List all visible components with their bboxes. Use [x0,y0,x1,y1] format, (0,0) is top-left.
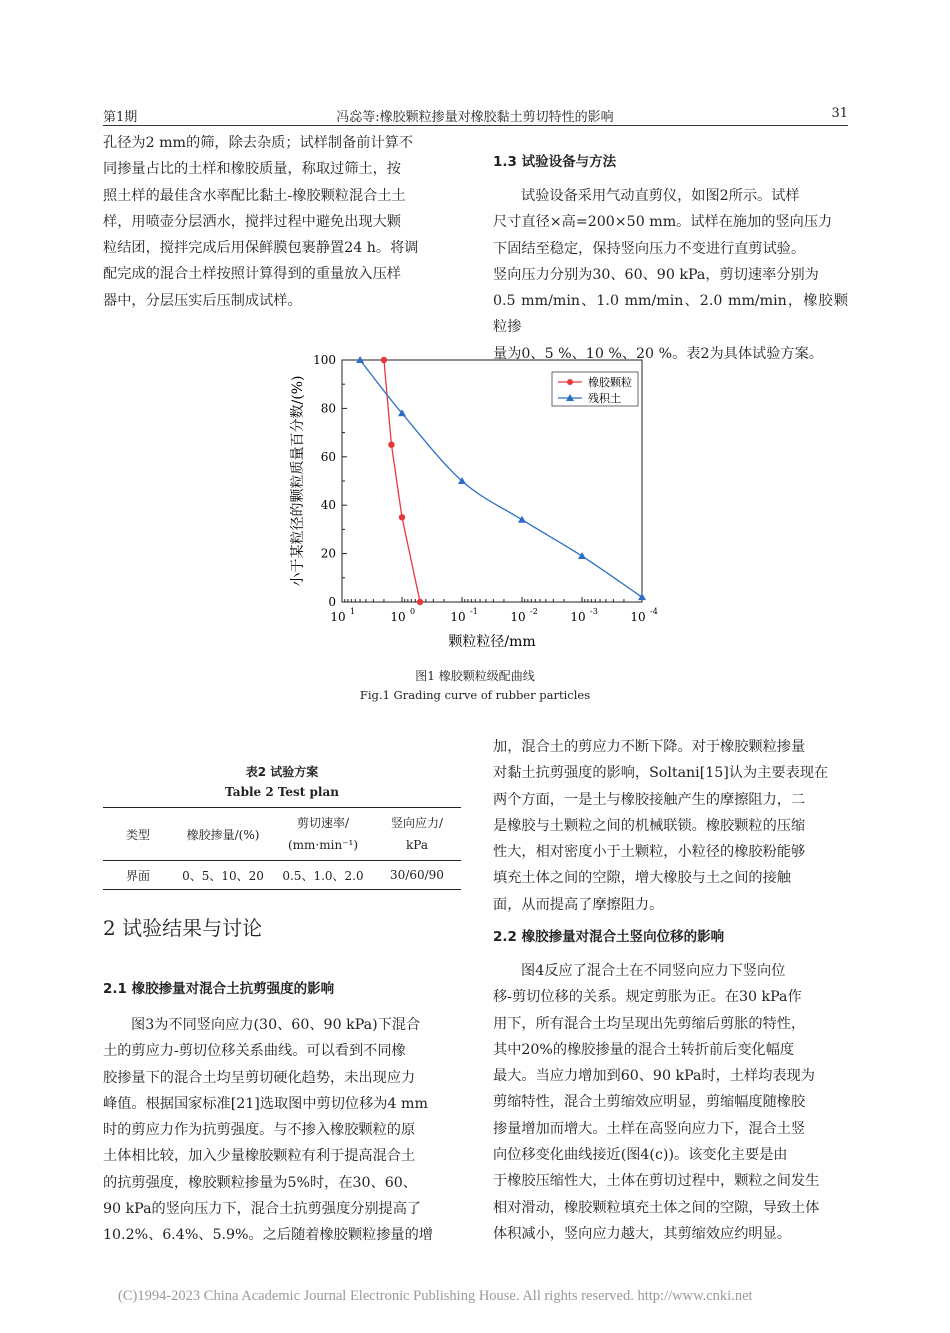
line: 10.2%、6.4%、5.9%。之后随着橡胶颗粒掺量的增 [103,1227,433,1244]
x-axis-label: 颗粒粒径/mm [448,634,536,650]
line: 器中，分层压实后压制成试样。 [103,292,302,309]
figure-1-caption-cn: 图1 橡胶颗粒级配曲线 [415,669,535,683]
line: 胶掺量下的混合土均呈剪切硬化趋势，未出现应力 [103,1069,416,1086]
test-plan-table [103,807,461,890]
line: 下固结至稳定，保持竖向压力不变进行直剪试验。 [493,240,806,257]
cell-vertical-stress: 30/60/90 [390,868,444,882]
header-rubber-content: 橡胶掺量/(%) [186,827,260,842]
y-tick-label: 60 [320,449,336,464]
line: 0.5 mm/min、1.0 mm/min、2.0 mm/min，橡胶颗粒掺 [493,293,848,336]
line: 其中20%的橡胶掺量的混合土转折前后变化幅度 [493,1041,795,1058]
x-tick-label: 10 [450,610,466,624]
line: 剪缩特性，混合土剪缩效应明显，剪缩幅度随橡胶 [493,1094,806,1111]
line: 掺量增加而增大。土样在高竖向应力下，混合土竖 [493,1120,806,1137]
line: 体积减小，竖向应力越大，其剪缩效应约明显。 [493,1225,791,1242]
line: 照土样的最佳含水率配比黏土-橡胶颗粒混合土土 [103,187,406,204]
line: 性大，相对密度小于土颗粒，小粒径的橡胶粉能够 [493,844,806,861]
legend-label: 残积土 [588,392,621,405]
line: 填充土体之间的空隙，增大橡胶与土之间的接触 [493,870,791,887]
section-heading-1-3: 1.3 试验设备与方法 [493,154,617,170]
line: 峰值。根据国家标准[21]选取图中剪切位移为4 mm [103,1095,428,1112]
y-tick-label: 0 [328,595,336,609]
data-point-rubber [381,357,387,363]
line: 用下，所有混合土均呈现出先剪缩后剪胀的特性， [493,1015,806,1032]
x-tick-exponent: 0 [410,607,416,616]
x-tick-exponent: -4 [650,607,658,616]
line: 移-剪切位移的关系。规定剪胀为正。在30 kPa作 [493,989,802,1006]
line: 对黏土抗剪强度的影响，Soltani[15]认为主要表现在 [493,765,829,782]
cell-type: 界面 [125,868,150,883]
x-tick-exponent: -2 [530,607,538,616]
line: 粒结团，搅拌完成后用保鲜膜包裹静置24 h。将调 [103,240,419,257]
x-tick-exponent: -1 [470,607,478,616]
x-tick-label: 10 [330,610,346,624]
section-heading-2: 2 试验结果与讨论 [103,916,263,940]
data-point-rubber [388,442,394,448]
table-header-row [103,808,461,861]
figure-1-caption-en: Fig.1 Grading curve of rubber particles [359,688,591,702]
header-shear-rate [273,808,373,861]
line: 配完成的混合土样按照计算得到的重量放入压样 [103,266,401,283]
series-line-rubber [384,360,420,602]
table-2-title-cn: 表2 试验方案 [245,765,319,779]
line: 相对滑动，橡胶颗粒填充土体之间的空隙，导致土体 [493,1199,820,1216]
section-heading-2-1: 2.1 橡胶掺量对混合土抗剪强度的影响 [103,981,335,997]
copyright-footer: (C)1994-2023 China Academic Journal Electronic Publishing House. All rights reserved. http://www.cnki.net [118,1288,753,1304]
section-heading-2-2: 2.2 橡胶掺量对混合土竖向位移的影响 [493,929,725,945]
y-tick-label: 20 [320,546,336,561]
left-bottom-paragraph [103,1012,461,1249]
x-tick-exponent: -3 [590,607,598,616]
data-point-residual-soil [518,516,526,523]
line: 土的剪应力-剪切位移关系曲线。可以看到不同橡 [103,1043,406,1060]
line: 孔径为2 mm的筛，除去杂质；试样制备前计算不 [103,135,414,151]
x-tick-exponent: 1 [350,607,356,616]
header-shear-rate-l2: (mm·min⁻¹) [287,838,359,852]
header-vertical-stress [373,808,461,861]
header-issue: 第1期 [103,110,138,125]
right-top-paragraph [493,183,848,367]
y-tick-label: 80 [320,401,336,416]
line: 最大。当应力增加到60、90 kPa时，土样均表现为 [493,1068,815,1085]
header-vertical-stress-l1: 竖向应力/ [390,816,444,830]
line: 加，混合土的剪应力不断下降。对于橡胶颗粒掺量 [493,739,806,755]
x-tick-label: 10 [570,610,586,624]
line: 向位移变化曲线接近(图4(c))。该变化主要是由 [493,1147,788,1164]
line: 土体相比较，加入少量橡胶颗粒有利于提高混合土 [103,1148,416,1165]
legend-label: 橡胶颗粒 [588,376,632,389]
line: 竖向压力分别为30、60、90 kPa，剪切速率分别为 [493,266,819,283]
line: 样，用喷壶分层洒水，搅拌过程中避免出现大颗 [103,213,401,230]
table-2-title-en: Table 2 Test plan [225,785,339,799]
line: 两个方面，一是土与橡胶接触产生的摩擦阻力，二 [493,791,806,808]
line: 试验设备采用气动直剪仪，如图2所示。试样 [521,188,800,204]
data-point-rubber [399,514,405,520]
data-point-residual-soil [638,593,646,600]
line: 量为0、5 %、10 %、20 %。表2为具体试验方案。 [493,345,823,362]
header-rule [103,125,848,126]
line: 90 kPa的竖向压力下，混合土抗剪强度分别提高了 [103,1201,422,1218]
header-shear-rate-l1: 剪切速率/ [296,816,350,830]
line: 的抗剪强度，橡胶颗粒掺量为5%时，在30、60、 [103,1174,417,1191]
x-tick-label: 10 [510,610,526,624]
y-tick-label: 40 [320,498,336,513]
line: 面，从而提高了摩擦阻力。 [493,896,664,913]
data-point-residual-soil [578,552,586,559]
header-vertical-stress-l2: kPa [406,838,428,852]
left-top-paragraph [103,130,461,314]
data-point-rubber [417,599,423,605]
legend-marker [567,379,573,385]
header-title: 冯惢等:橡胶颗粒掺量对橡胶黏土剪切特性的影响 [336,110,614,125]
line: 是橡胶与土颗粒之间的机械联锁。橡胶颗粒的压缩 [493,817,806,834]
cell-shear-rate: 0.5、1.0、2.0 [282,868,364,883]
line: 尺寸直径×高=200×50 mm。试样在施加的竖向压力 [493,214,833,231]
header-type: 类型 [125,827,150,842]
cell-rubber-content: 0、5、10、20 [182,868,264,883]
line: 图4反应了混合土在不同竖向应力下竖向位 [521,963,786,979]
table-row [103,861,461,890]
y-axis-label: 小于某粒径的颗粒质量百分数/(%) [290,375,306,587]
line: 于橡胶压缩性大，土体在剪切过程中，颗粒之间发生 [493,1173,820,1190]
right-bottom-paragraph [493,958,848,1247]
line: 时的剪应力作为抗剪强度。与不掺入橡胶颗粒的原 [103,1122,416,1139]
line: 同掺量占比的土样和橡胶质量，称取过筛土，按 [103,161,401,178]
header-page-number: 31 [831,106,848,121]
y-tick-label: 100 [313,353,336,367]
x-tick-label: 10 [390,610,406,624]
line: 图3为不同竖向应力(30、60、90 kPa)下混合 [131,1017,421,1033]
right-mid-paragraph [493,734,848,918]
x-tick-label: 10 [630,610,646,624]
grading-curve-chart [280,350,670,655]
